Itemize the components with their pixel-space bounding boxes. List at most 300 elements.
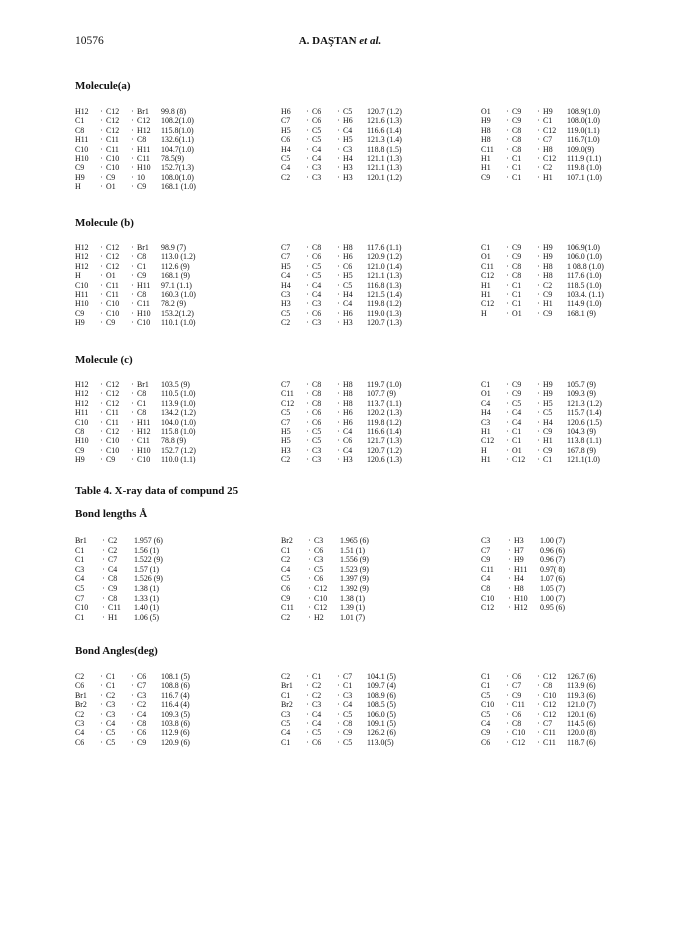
table-row: [281, 738, 447, 747]
table-row: [281, 309, 447, 318]
atom-3: Br1: [137, 380, 149, 389]
atom-2: C8: [512, 144, 522, 154]
separator-dot: ·: [131, 417, 134, 427]
separator-dot: ·: [506, 426, 509, 436]
atom-3: C9: [543, 445, 553, 455]
atom-2: C4: [312, 280, 322, 290]
table-row: [75, 262, 241, 271]
separator-dot: ·: [131, 455, 134, 465]
bond-length-value: 1.06 (5): [134, 612, 159, 622]
atom-1: C1: [481, 681, 491, 691]
separator-dot: ·: [306, 709, 309, 719]
separator-dot: ·: [337, 690, 340, 700]
table-column: [281, 536, 410, 622]
atom-2: C3: [312, 455, 322, 465]
angle-value: 152.7(1.3): [161, 163, 194, 173]
atom-1: H12: [75, 398, 89, 408]
atom-2: C1: [512, 153, 522, 163]
atom-3: H8: [543, 271, 553, 281]
separator-dot: ·: [537, 163, 540, 173]
bond-length-value: 0.96 (6): [540, 545, 565, 555]
separator-dot: ·: [131, 398, 134, 408]
atom-2: C5: [312, 426, 322, 436]
bond-length-value: 1.51 (1): [340, 545, 365, 555]
atom-2: C1: [512, 172, 522, 182]
atom-1: H1: [481, 153, 491, 163]
atom-1: H3: [281, 445, 291, 455]
atom-1: H1: [481, 426, 491, 436]
bond-length-value: 1.957 (6): [134, 536, 163, 545]
running-title: [0, 35, 680, 47]
atom-3: C8: [137, 718, 147, 728]
table-row: [281, 584, 410, 594]
table-row: [481, 594, 610, 604]
angle-value: 121.6 (1.3): [367, 116, 402, 126]
bond-length-value: 1.965 (6): [340, 536, 369, 545]
table-row: [481, 546, 610, 556]
atom-2: H2: [314, 612, 324, 622]
angle-value: 168.1 (9): [567, 308, 596, 318]
atom-3: H4: [343, 153, 353, 163]
atom-3: H4: [343, 289, 353, 299]
table-row: [75, 427, 241, 436]
atom-3: H9: [543, 389, 553, 399]
separator-dot: ·: [537, 709, 540, 719]
table-row: [75, 555, 204, 565]
atom-2: C4: [312, 709, 322, 719]
separator-dot: ·: [306, 280, 309, 290]
atom-2: C2: [108, 536, 118, 545]
separator-dot: ·: [508, 583, 511, 593]
table-row: [281, 318, 447, 327]
atom-2: C3: [314, 536, 324, 545]
atom-2: C2: [106, 690, 116, 700]
angle-value: 116.8 (1.3): [367, 280, 402, 290]
separator-dot: ·: [306, 455, 309, 465]
angle-value: 103.5 (9): [161, 380, 190, 389]
table-row: [75, 691, 241, 700]
bond-angles-table: [75, 672, 650, 766]
table-row: [481, 565, 610, 575]
separator-dot: ·: [306, 380, 309, 389]
atom-1: C2: [75, 672, 85, 681]
atom-1: H11: [75, 135, 89, 145]
table-column: [281, 672, 447, 747]
atom-1: C11: [281, 603, 294, 613]
separator-dot: ·: [131, 271, 134, 281]
separator-dot: ·: [337, 709, 340, 719]
table-row: [75, 446, 241, 455]
angle-value: 120.1 (1.2): [367, 172, 402, 182]
atom-2: C11: [106, 408, 119, 418]
atom-1: Br2: [281, 536, 293, 545]
separator-dot: ·: [100, 135, 103, 145]
atom-1: O1: [481, 107, 491, 116]
separator-dot: ·: [100, 728, 103, 738]
atom-3: C9: [137, 737, 147, 747]
separator-dot: ·: [337, 408, 340, 418]
table-row: [481, 380, 647, 389]
atom-1: H8: [481, 125, 491, 135]
atom-3: C4: [343, 426, 353, 436]
separator-dot: ·: [131, 125, 134, 135]
atom-1: C8: [75, 426, 85, 436]
table-column: [75, 672, 241, 747]
atom-1: C7: [281, 116, 291, 126]
atom-2: C8: [512, 718, 522, 728]
atom-2: C1: [512, 299, 522, 309]
atom-2: C8: [312, 398, 322, 408]
table-column: [481, 243, 647, 318]
separator-dot: ·: [306, 728, 309, 738]
separator-dot: ·: [537, 700, 540, 710]
atom-1: C1: [75, 555, 85, 565]
atom-1: C2: [281, 455, 291, 465]
angle-value: 99.8 (8): [161, 107, 186, 116]
angle-value: 121.5 (1.4): [367, 289, 402, 299]
separator-dot: ·: [306, 681, 309, 691]
atom-3: C9: [543, 308, 553, 318]
separator-dot: ·: [131, 728, 134, 738]
atom-3: C1: [543, 116, 553, 126]
separator-dot: ·: [506, 398, 509, 408]
atom-3: H5: [343, 135, 353, 145]
atom-1: C4: [75, 574, 85, 584]
atom-2: C6: [512, 709, 522, 719]
atom-2: C5: [314, 564, 324, 574]
angle-value: 108.1 (5): [161, 672, 190, 681]
atom-1: C7: [281, 252, 291, 262]
atom-1: H6: [281, 107, 291, 116]
separator-dot: ·: [100, 299, 103, 309]
atom-1: C4: [281, 728, 291, 738]
atom-2: C5: [512, 398, 522, 408]
separator-dot: ·: [131, 737, 134, 747]
atom-2: C11: [106, 280, 119, 290]
separator-dot: ·: [306, 144, 309, 154]
atom-2: C6: [314, 574, 324, 584]
angle-value: 121.7 (1.3): [367, 436, 402, 446]
separator-dot: ·: [131, 436, 134, 446]
atom-2: C6: [512, 672, 522, 681]
angle-value: 108.8 (6): [161, 681, 190, 691]
separator-dot: ·: [506, 116, 509, 126]
atom-3: C2: [543, 280, 553, 290]
atom-1: H4: [481, 408, 491, 418]
atom-2: C11: [106, 135, 119, 145]
separator-dot: ·: [131, 380, 134, 389]
atom-1: C4: [281, 564, 291, 574]
angle-value: 109.0(9): [567, 144, 594, 154]
atom-2: C10: [106, 308, 120, 318]
separator-dot: ·: [100, 436, 103, 446]
table-row: [281, 436, 447, 445]
table-row: [481, 290, 647, 299]
separator-dot: ·: [306, 271, 309, 281]
atom-2: C4: [106, 718, 116, 728]
angle-value: 116.6 (1.4): [367, 426, 402, 436]
atom-1: C9: [481, 172, 491, 182]
separator-dot: ·: [508, 545, 511, 555]
table-row: [281, 574, 410, 584]
separator-dot: ·: [100, 252, 103, 262]
atom-1: C12: [481, 603, 495, 613]
atom-3: H10: [137, 308, 151, 318]
bond-length-value: 1.556 (9): [340, 555, 369, 565]
angle-value: 97.1 (1.1): [161, 280, 192, 290]
atom-1: C5: [281, 718, 291, 728]
atom-1: C2: [281, 612, 291, 622]
atom-1: C10: [75, 280, 89, 290]
atom-1: C2: [281, 318, 291, 328]
bond-length-value: 1.38 (1): [340, 593, 365, 603]
table-row: [75, 594, 204, 604]
atom-2: O1: [512, 308, 522, 318]
separator-dot: ·: [100, 426, 103, 436]
angle-value: 110.5 (1.0): [161, 389, 196, 399]
atom-2: C5: [106, 728, 116, 738]
table-row: [281, 691, 447, 700]
atom-2: C4: [312, 144, 322, 154]
separator-dot: ·: [102, 612, 105, 622]
angle-value: 120.2 (1.3): [367, 408, 402, 418]
atom-1: C2: [75, 709, 85, 719]
atom-1: C5: [281, 408, 291, 418]
separator-dot: ·: [506, 280, 509, 290]
atom-2: C11: [108, 603, 121, 613]
bond-length-value: 1.392 (9): [340, 583, 369, 593]
angle-value: 119.8 (1.2): [367, 417, 402, 427]
angle-value: 106.0 (5): [367, 709, 396, 719]
table-row: [75, 408, 241, 417]
atom-1: C5: [281, 308, 291, 318]
atom-2: C9: [512, 389, 522, 399]
separator-dot: ·: [537, 116, 540, 126]
separator-dot: ·: [506, 163, 509, 173]
separator-dot: ·: [337, 737, 340, 747]
atom-1: H9: [75, 318, 85, 328]
atom-1: C7: [281, 243, 291, 252]
bond-angles-title: Bond Angles(deg): [75, 645, 158, 657]
atom-3: H8: [343, 389, 353, 399]
angle-value: 120.6 (1.3): [367, 455, 402, 465]
angle-value: 152.7 (1.2): [161, 445, 196, 455]
angle-value: 116.4 (4): [161, 700, 190, 710]
angle-value: 110.1 (1.0): [161, 318, 196, 328]
bond-length-value: 1.38 (1): [134, 583, 159, 593]
atom-3: H1: [543, 436, 553, 446]
separator-dot: ·: [337, 172, 340, 182]
table-row: [481, 418, 647, 427]
angle-value: 113.7 (1.1): [367, 398, 402, 408]
angle-value: 114.9 (1.0): [567, 299, 602, 309]
angle-value: 113.0(5): [367, 737, 394, 747]
separator-dot: ·: [100, 116, 103, 126]
separator-dot: ·: [306, 107, 309, 116]
angle-value: 108.9(1.0): [567, 107, 600, 116]
angle-value: 121.1 (1.3): [367, 271, 402, 281]
table-row: [481, 446, 647, 455]
table-row: [281, 380, 447, 389]
atom-3: C7: [137, 681, 147, 691]
table-row: [481, 281, 647, 290]
bond-length-value: 1.523 (9): [340, 564, 369, 574]
angle-value: 109.3 (5): [161, 709, 190, 719]
angle-value: 111.9 (1.1): [567, 153, 602, 163]
atom-2: C12: [106, 398, 120, 408]
separator-dot: ·: [131, 672, 134, 681]
bond-length-value: 1.39 (1): [340, 603, 365, 613]
atom-2: C11: [106, 144, 119, 154]
separator-dot: ·: [506, 408, 509, 418]
molecule-c-title: Molecule (c): [75, 354, 133, 366]
angle-value: 103.8 (6): [161, 718, 190, 728]
table-row: [481, 173, 647, 182]
atom-3: C2: [543, 163, 553, 173]
angle-value: 120.7 (1.3): [367, 318, 402, 328]
separator-dot: ·: [131, 243, 134, 252]
atom-2: O1: [106, 182, 116, 192]
atom-2: C5: [312, 125, 322, 135]
atom-2: C10: [106, 163, 120, 173]
atom-2: C9: [106, 172, 116, 182]
atom-1: C6: [281, 135, 291, 145]
atom-3: C12: [543, 709, 557, 719]
atom-3: H3: [343, 455, 353, 465]
bond-length-value: 1.05 (7): [540, 583, 565, 593]
separator-dot: ·: [306, 389, 309, 399]
separator-dot: ·: [100, 125, 103, 135]
atom-2: C5: [312, 728, 322, 738]
molecule-a-title: Molecule(a): [75, 80, 131, 92]
separator-dot: ·: [337, 398, 340, 408]
table-row: [281, 145, 447, 154]
table-row: [481, 719, 647, 728]
separator-dot: ·: [537, 690, 540, 700]
table-row: [481, 389, 647, 398]
atom-1: C9: [281, 593, 291, 603]
separator-dot: ·: [100, 271, 103, 281]
atom-3: H1: [543, 299, 553, 309]
atom-2: C12: [106, 116, 120, 126]
bond-length-value: 1.07 (6): [540, 574, 565, 584]
atom-1: C10: [75, 144, 89, 154]
atom-3: C8: [137, 289, 147, 299]
separator-dot: ·: [506, 261, 509, 271]
bond-length-value: 1.526 (9): [134, 574, 163, 584]
atom-2: C10: [106, 445, 120, 455]
table-row: [481, 584, 610, 594]
atom-1: C3: [281, 709, 291, 719]
atom-3: H6: [343, 417, 353, 427]
atom-3: H5: [343, 271, 353, 281]
separator-dot: ·: [337, 318, 340, 328]
separator-dot: ·: [337, 426, 340, 436]
atom-1: H4: [281, 144, 291, 154]
atom-1: C1: [75, 612, 85, 622]
table-row: [281, 681, 447, 690]
atom-2: C11: [106, 417, 119, 427]
separator-dot: ·: [306, 243, 309, 252]
atom-2: C9: [106, 318, 116, 328]
table-row: [281, 719, 447, 728]
atom-3: C12: [543, 672, 557, 681]
bond-length-value: 1.33 (1): [134, 593, 159, 603]
atom-1: H: [75, 182, 81, 192]
table-row: [481, 536, 610, 546]
atom-2: C6: [312, 116, 322, 126]
angle-value: 108.2(1.0): [161, 116, 194, 126]
atom-1: C6: [281, 583, 291, 593]
atom-2: C3: [312, 445, 322, 455]
atom-3: C4: [343, 299, 353, 309]
bond-length-value: 1.57 (1): [134, 564, 159, 574]
separator-dot: ·: [131, 408, 134, 418]
angle-value: 132.6(1.1): [161, 135, 194, 145]
table-column: [281, 107, 447, 182]
atom-2: C10: [106, 153, 120, 163]
table-row: [481, 154, 647, 163]
angle-value: 105.7 (9): [567, 380, 596, 389]
angle-value: 107.1 (1.0): [567, 172, 602, 182]
table-row: [75, 243, 241, 252]
atom-2: C2: [108, 545, 118, 555]
angle-value: 104.3 (9): [567, 426, 596, 436]
separator-dot: ·: [131, 445, 134, 455]
separator-dot: ·: [100, 672, 103, 681]
atom-2: C3: [312, 318, 322, 328]
atom-2: C3: [106, 709, 116, 719]
separator-dot: ·: [131, 144, 134, 154]
separator-dot: ·: [506, 172, 509, 182]
atom-1: C6: [75, 737, 85, 747]
separator-dot: ·: [537, 681, 540, 691]
separator-dot: ·: [308, 545, 311, 555]
separator-dot: ·: [537, 417, 540, 427]
separator-dot: ·: [102, 545, 105, 555]
atom-3: H10: [137, 445, 151, 455]
atom-2: C8: [312, 380, 322, 389]
separator-dot: ·: [537, 172, 540, 182]
table-row: [75, 574, 204, 584]
separator-dot: ·: [306, 125, 309, 135]
table-row: [481, 427, 647, 436]
atom-1: C9: [75, 445, 85, 455]
table-row: [281, 252, 447, 261]
table-row: [75, 126, 241, 135]
angle-value: 126.7 (6): [567, 672, 596, 681]
separator-dot: ·: [506, 672, 509, 681]
separator-dot: ·: [537, 436, 540, 446]
separator-dot: ·: [506, 445, 509, 455]
separator-dot: ·: [306, 172, 309, 182]
table-row: [281, 154, 447, 163]
atom-3: C6: [137, 728, 147, 738]
page-number: 10576: [75, 35, 104, 47]
atom-1: H: [75, 271, 81, 281]
angle-value: 114.5 (6): [567, 718, 596, 728]
angle-value: 120.6 (1.5): [567, 417, 602, 427]
separator-dot: ·: [508, 593, 511, 603]
table4-caption: Table 4. X-ray data of compund 25: [75, 485, 239, 497]
atom-2: C1: [512, 280, 522, 290]
atom-1: H1: [481, 163, 491, 173]
atom-2: C9: [512, 690, 522, 700]
atom-3: Br1: [137, 243, 149, 252]
atom-3: C8: [137, 135, 147, 145]
atom-3: C9: [137, 182, 147, 192]
atom-3: H6: [343, 116, 353, 126]
